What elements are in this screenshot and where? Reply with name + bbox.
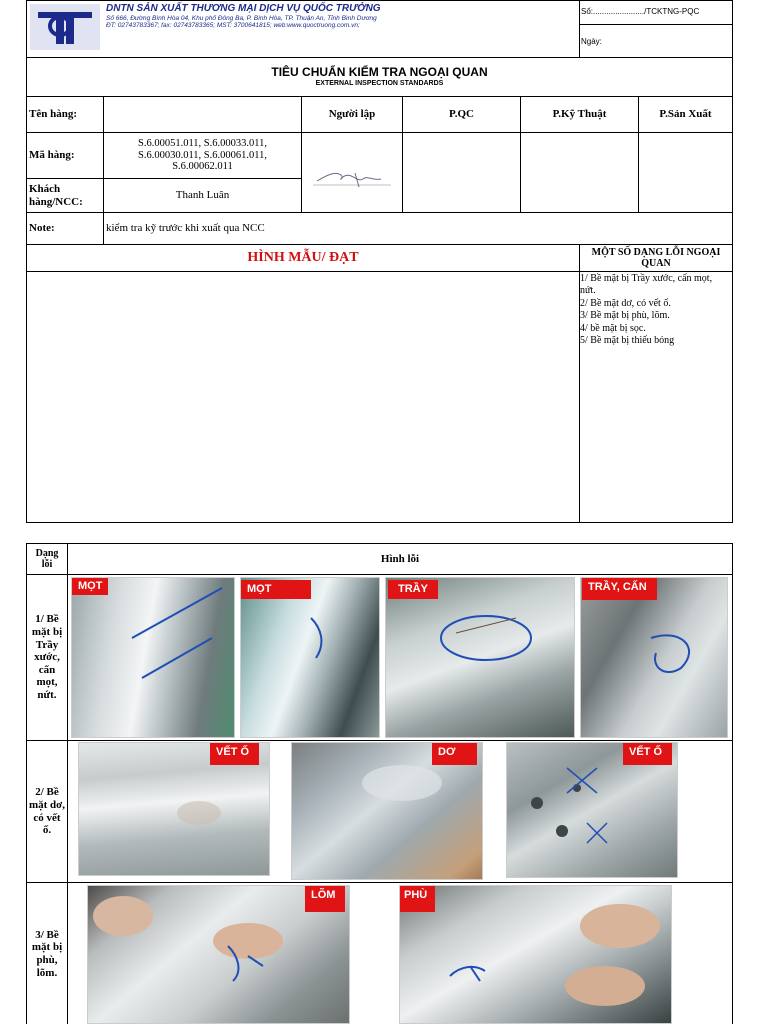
defect-row-label-3: 3/ Bề mặt bị phù, lõm.: [31, 928, 63, 979]
defect-tag: VẾT Ố: [210, 743, 259, 765]
ma-hang-label: Mã hàng:: [26, 132, 104, 179]
defect-photo: [385, 577, 575, 738]
company-name: DNTN SẢN XUẤT THƯƠNG MẠI DỊCH VỤ QUỐC TRƯỞNG: [106, 3, 381, 14]
company-address: Số 666, Đường Bình Hòa 04, Khu phố Đông Ba, P. Bình Hòa, TP. Thuận An, Tỉnh Bình Dương: [106, 15, 377, 22]
ma-hang-value: S.6.00051.011, S.6.00033.011, S.6.00030.011, S.6.00061.011, S.6.00062.011: [103, 132, 302, 179]
defect-tag: MỌT: [72, 578, 108, 595]
defects-title: MỘT SỐ DẠNG LỖI NGOẠI QUAN: [579, 244, 733, 272]
signer-nguoi-lap: Người lập: [301, 96, 403, 133]
signer-san-xuat: P.Sản Xuất: [638, 96, 733, 133]
defects-list: [580, 273, 730, 347]
defect-item: 2/ Bề mặt dơ, có vết ố.: [580, 297, 671, 309]
sample-title: HÌNH MẪU/ ĐẠT: [26, 244, 580, 272]
khach-hang-label: Khách hàng/NCC:: [26, 178, 104, 213]
page-title: TIÊU CHUẨN KIỂM TRA NGOẠI QUAN: [271, 65, 488, 79]
signature-cell: [301, 132, 403, 213]
defect-tag: LÕM: [305, 886, 345, 912]
col-header-dang-loi: Dạng lỗi: [26, 543, 68, 575]
defect-photo: [580, 577, 728, 738]
defect-row-label-2: 2/ Bề mặt dơ, có vết ố.: [28, 786, 66, 837]
company-logo: [30, 4, 100, 50]
defect-photo: [240, 577, 380, 738]
defect-item: 5/ Bề mặt bị thiếu bóng: [580, 335, 675, 347]
defect-tag: DƠ: [432, 743, 477, 765]
ten-hang-label: Tên hàng:: [26, 96, 104, 133]
doc-no: Số:......................./TCKTNG-PQC: [581, 7, 700, 16]
defect-tag: MỌT: [241, 580, 311, 599]
row-divider: [26, 882, 733, 883]
date-cell: [579, 24, 733, 58]
ten-hang-value: [103, 96, 302, 133]
sample-image-area: [26, 271, 580, 523]
defect-photo: [399, 885, 672, 1024]
col-divider: [67, 575, 68, 1024]
defect-item: 4/ bề mặt bị sọc.: [580, 322, 646, 334]
page-subtitle: EXTERNAL INSPECTION STANDARDS: [315, 80, 444, 87]
defect-tag: PHÙ: [400, 886, 435, 912]
row-divider: [26, 740, 733, 741]
date-label: Ngày:: [581, 37, 602, 46]
company-contact: ĐT: 02743783367; fax: 02743783365; MST: 3700641815; web:www.quoctruong.com.vn;: [106, 22, 360, 29]
pqc-sign-cell: [402, 132, 521, 213]
ky-thuat-sign-cell: [520, 132, 639, 213]
san-xuat-sign-cell: [638, 132, 733, 213]
signature-image: [307, 153, 397, 193]
khach-hang-value: Thanh Luân: [103, 178, 302, 213]
defect-item: 1/ Bề mặt bị Trầy xước, cấn mọt, nứt.: [580, 273, 713, 297]
defect-row-label-1: 1/ Bề mặt bị Trầy xước, cấn mọt, nứt.: [31, 613, 63, 702]
defect-item: 3/ Bề mặt bị phù, lõm.: [580, 310, 670, 322]
signer-pqc: P.QC: [402, 96, 521, 133]
defect-photo: [71, 577, 235, 738]
signer-ky-thuat: P.Kỹ Thuật: [520, 96, 639, 133]
defect-tag: VẾT Ố: [623, 743, 672, 765]
note-value: kiểm tra kỹ trước khi xuất qua NCC: [103, 212, 733, 245]
defect-tag: TRẦY, CẤN: [582, 578, 657, 600]
defect-tag: TRẦY: [388, 580, 438, 599]
col-header-hinh-loi: Hình lỗi: [67, 543, 733, 575]
note-label: Note:: [26, 212, 104, 245]
